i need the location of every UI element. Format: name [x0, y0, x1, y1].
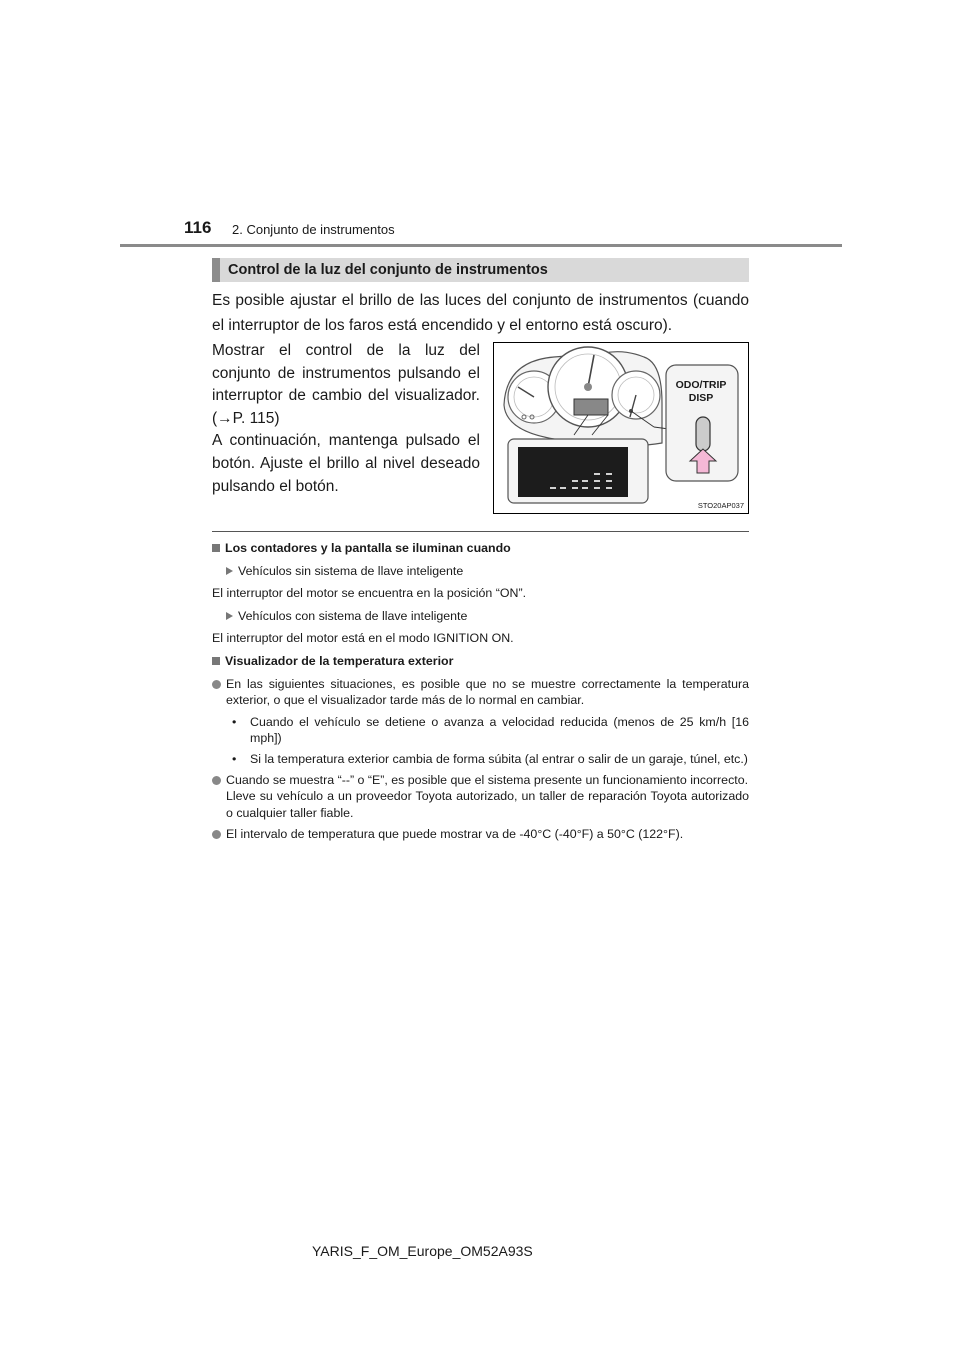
notes-divider [212, 531, 749, 532]
bullet-malfunction-continued: Lleve su vehículo a un proveedor Toyota autorizado, un taller de reparación Toyota autorizado o cualquier taller fiable. [226, 789, 749, 820]
notes-section [212, 540, 749, 848]
instruction-text [212, 340, 480, 498]
notes-heading-outside-temp: Visualizador de la temperatura exterior [212, 653, 749, 670]
bullet-malfunction: Cuando se muestra “--” o “E”, es posible que el sistema presente un funcionamiento incorrecto. [212, 772, 749, 789]
instruction-step-1: Mostrar el control de la luz del conjunto de instrumentos pulsando el interruptor de cambio del visualizador. (→P. 115) [212, 342, 480, 427]
sub-heading-no-smart-key: Vehículos sin sistema de llave inteligente [212, 563, 749, 580]
intro-paragraph: Es posible ajustar el brillo de las luces del conjunto de instrumentos (cuando el interruptor de los faros está encendido y el entorno está oscuro). [212, 292, 749, 334]
document-code: YARIS_F_OM_Europe_OM52A93S [312, 1243, 533, 1259]
notes-heading-illumination: Los contadores y la pantalla se iluminan cuando [212, 540, 749, 557]
chapter-title: 2. Conjunto de instrumentos [232, 222, 395, 237]
bullet-temperature-range: El intervalo de temperatura que puede mostrar va de -40°C (-40°F) a 50°C (122°F). [212, 826, 749, 843]
page-number: 116 [184, 218, 212, 237]
display-zoom-screen [518, 447, 628, 497]
figure-code: STO20AP037 [697, 501, 744, 510]
cluster-illustration [494, 343, 749, 514]
bullet-situations: En las siguientes situaciones, es posible que no se muestre correctamente la temperatura exterior, o que el visualizador tarde más de lo normal en cambiar. [212, 676, 749, 709]
text-smart-key: El interruptor del motor está en el modo IGNITION ON. [212, 631, 514, 646]
multi-information-display [574, 399, 608, 415]
header-divider [120, 244, 842, 247]
instrument-cluster-figure [493, 342, 749, 514]
odo-trip-label: ODO/TRIP DISP [675, 379, 727, 404]
sub-bullet-sudden-change: • Si la temperatura exterior cambia de forma súbita (al entrar o salir de un garaje, túnel, etc.) [212, 751, 749, 768]
sub-bullet-low-speed: • Cuando el vehículo se detiene o avanza a velocidad reducida (menos de 25 km/h [16 mph]) [212, 714, 749, 747]
sub-heading-smart-key: Vehículos con sistema de llave inteligente [212, 608, 749, 625]
section-title: Control de la luz del conjunto de instrumentos [212, 258, 749, 282]
text-no-smart-key: El interruptor del motor se encuentra en la posición “ON”. [212, 586, 527, 601]
instruction-step-2: A continuación, mantenga pulsado el botón. Ajuste el brillo al nivel deseado pulsando el botón. [212, 432, 480, 495]
odo-trip-button [696, 417, 710, 451]
